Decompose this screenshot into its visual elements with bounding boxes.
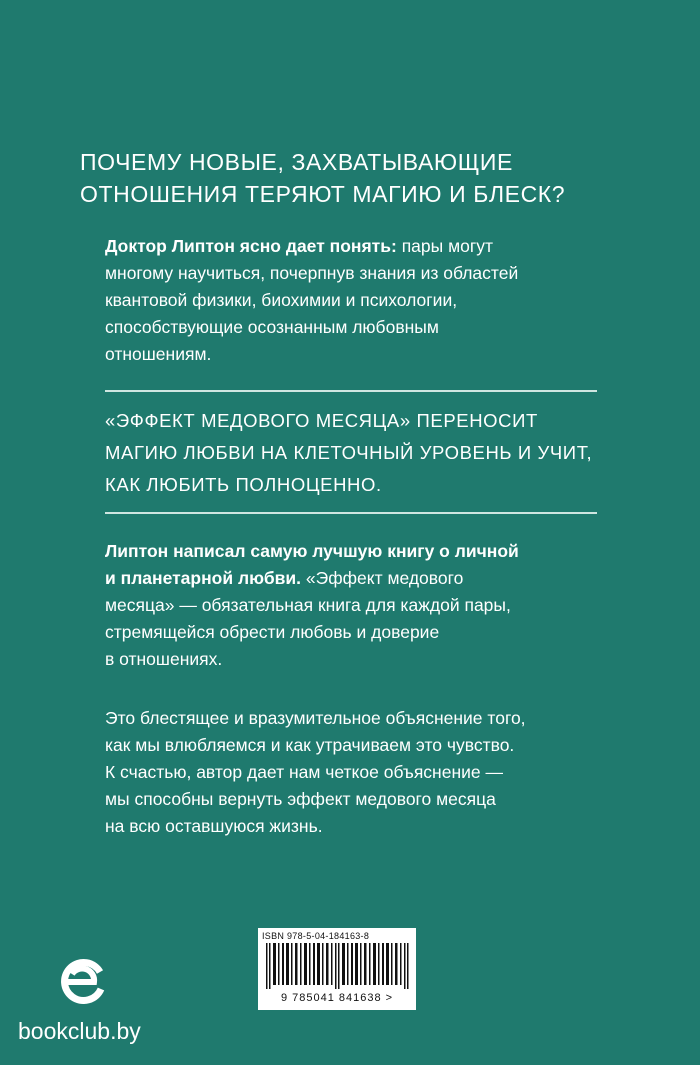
barcode [258,928,416,1010]
intro-text: многому научиться, почерпнув знания из областей [105,263,519,283]
headline [80,146,640,210]
quote-line: МАГИЮ ЛЮБВИ НА КЛЕТОЧНЫЙ УРОВЕНЬ И УЧИТ, [105,442,593,463]
description-paragraph [105,705,665,840]
pull-quote [105,405,605,501]
barcode-bars-icon [264,943,410,989]
description-text: К счастью, автор дает нам четкое объяснение — [105,762,503,782]
intro-text: отношениям. [105,344,212,364]
divider-top [105,390,597,392]
publisher-logo-icon [60,958,106,1004]
ean-digits: 9 785041 841638 > [280,992,394,1004]
intro-bold: Доктор Липтон ясно дает понять: [105,236,397,256]
headline-line: ОТНОШЕНИЯ ТЕРЯЮТ МАГИЮ И БЛЕСК? [80,181,566,207]
review-paragraph [105,538,605,673]
review-bold: Липтон написал самую лучшую книгу о личной [105,541,519,561]
intro-text: квантовой физики, биохимии и психологии, [105,290,458,310]
divider-bottom [105,512,597,514]
intro-text: пары могут [396,236,493,256]
intro-paragraph [105,233,605,368]
review-text: «Эффект медового [301,568,464,588]
review-text: в отношениях. [105,649,223,669]
description-text: мы способны вернуть эффект медового месяца [105,789,496,809]
review-text: стремящейся обрести любовь и доверие [105,622,440,642]
headline-line: ПОЧЕМУ НОВЫЕ, ЗАХВАТЫВАЮЩИЕ [80,149,513,175]
quote-line: «ЭФФЕКТ МЕДОВОГО МЕСЯЦА» ПЕРЕНОСИТ [105,410,538,431]
quote-line: КАК ЛЮБИТЬ ПОЛНОЦЕННО. [105,474,382,495]
site-watermark: bookclub.by [18,1018,141,1044]
review-bold: и планетарной любви. [105,568,302,588]
intro-text: способствующие осознанным любовным [105,317,439,337]
description-text: как мы влюбляемся и как утрачиваем это чувство. [105,735,515,755]
description-text: Это блестящее и вразумительное объяснение того, [105,708,526,728]
description-text: на всю оставшуюся жизнь. [105,816,323,836]
isbn-label: ISBN 978-5-04-184163-8 [262,931,370,941]
review-text: месяца» — обязательная книга для каждой пары, [105,595,511,615]
